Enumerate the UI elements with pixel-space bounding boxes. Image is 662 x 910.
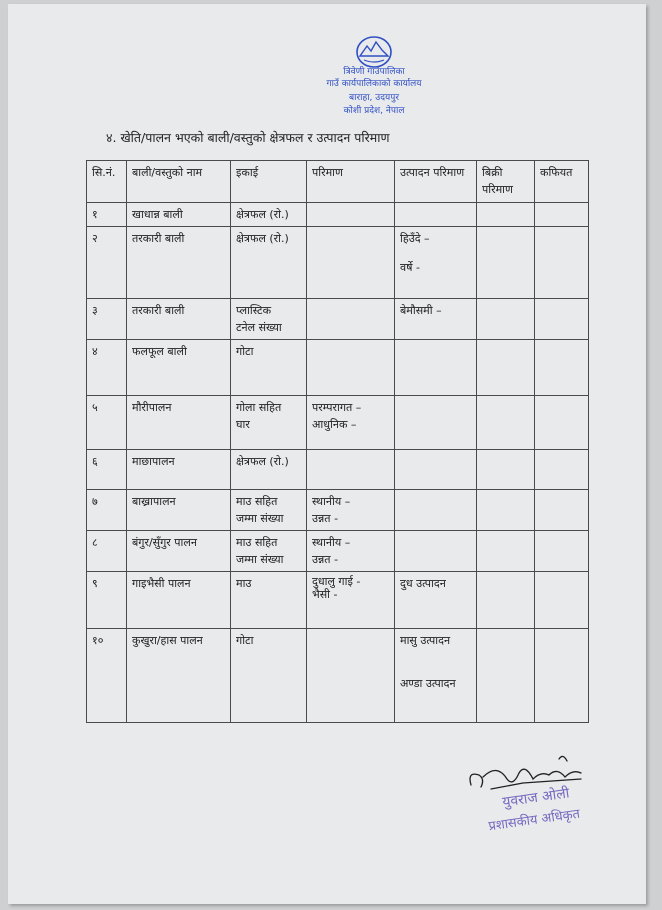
seal-emblem-icon <box>354 34 394 70</box>
cell-quantity <box>307 531 395 572</box>
quantity-line-2: उन्नत - <box>312 553 339 566</box>
quantity-line-2: आधुनिक – <box>312 418 357 431</box>
cell-quantity <box>307 572 395 629</box>
unit-line-1: माउ सहित <box>236 536 278 549</box>
cell-remarks <box>535 227 589 299</box>
cell-remarks <box>535 203 589 227</box>
cell-unit <box>231 396 307 450</box>
table-row <box>87 203 589 227</box>
cell-name: तरकारी बाली <box>127 227 231 299</box>
cell-remarks <box>535 572 589 629</box>
cell-serial: ६ <box>87 450 127 490</box>
cell-serial: ३ <box>87 299 127 340</box>
cell-quantity <box>307 203 395 227</box>
section-heading: ४. खेति/पालन भएको बाली/वस्तुको क्षेत्रफल र उत्पादन परिमाण <box>106 130 390 145</box>
production-line-2: वर्षे - <box>400 261 420 274</box>
cell-remarks <box>535 490 589 531</box>
table-row <box>87 629 589 723</box>
cell-sales <box>477 299 535 340</box>
cell-production <box>395 531 477 572</box>
cell-unit: माउ <box>231 572 307 629</box>
cell-quantity <box>307 629 395 723</box>
cell-sales <box>477 629 535 723</box>
quantity-line-1: परम्परागत – <box>312 401 362 414</box>
table-row <box>87 227 589 299</box>
cell-quantity <box>307 396 395 450</box>
seal-line-3: बाराहा, उदयपुर <box>348 93 400 103</box>
cell-production: बेमौसमी – <box>395 299 477 340</box>
production-line-1: मासु उत्पादन <box>400 634 451 647</box>
unit-line-2: जम्मा संख्या <box>236 553 284 566</box>
cell-quantity <box>307 450 395 490</box>
header-sales: बिक्री परिमाण <box>477 161 535 203</box>
cell-quantity <box>307 490 395 531</box>
table-row <box>87 396 589 450</box>
cell-name: मौरीपालन <box>127 396 231 450</box>
table-row <box>87 490 589 531</box>
header-remarks: कफियत <box>535 161 589 203</box>
cell-unit <box>231 531 307 572</box>
header-quantity: परिमाण <box>307 161 395 203</box>
signatory-title: प्रशासकीय अधिकृत <box>487 806 581 835</box>
cell-remarks <box>535 396 589 450</box>
quantity-line-1: स्थानीय – <box>312 495 351 508</box>
production-line-1: हिउँदे – <box>400 232 430 245</box>
table-row <box>87 572 589 629</box>
cell-production <box>395 396 477 450</box>
cell-unit: गोटा <box>231 340 307 396</box>
table-row <box>87 340 589 396</box>
cell-name: फलफूल बाली <box>127 340 231 396</box>
cell-unit: क्षेत्रफल (रो.) <box>231 227 307 299</box>
quantity-line-2: भैसी - <box>312 588 338 601</box>
cell-name: गाइभैसी पालन <box>127 572 231 629</box>
cell-name: बंगुर/सुँगुर पालन <box>127 531 231 572</box>
cell-sales <box>477 450 535 490</box>
production-table <box>86 160 589 723</box>
cell-name: तरकारी बाली <box>127 299 231 340</box>
cell-quantity <box>307 299 395 340</box>
cell-unit: क्षेत्रफल (रो.) <box>231 450 307 490</box>
signatory-name: युवराज ओली <box>501 785 571 811</box>
table-row <box>87 299 589 340</box>
cell-name: माछापालन <box>127 450 231 490</box>
cell-serial: २ <box>87 227 127 299</box>
cell-sales <box>477 227 535 299</box>
document-page <box>8 4 646 904</box>
quantity-line-1: दुधालु गाई - <box>312 575 361 588</box>
cell-production <box>395 629 477 723</box>
cell-production <box>395 227 477 299</box>
cell-serial: ४ <box>87 340 127 396</box>
cell-sales <box>477 396 535 450</box>
seal-line-4: कोशी प्रदेश, नेपाल <box>343 106 405 116</box>
cell-production <box>395 203 477 227</box>
cell-sales <box>477 531 535 572</box>
header-name: बाली/वस्तुको नाम <box>127 161 231 203</box>
unit-line-2: टनेल संख्या <box>236 321 282 334</box>
header-production: उत्पादन परिमाण <box>395 161 477 203</box>
office-seal <box>324 34 424 126</box>
cell-name: कुखुरा/हास पालन <box>127 629 231 723</box>
cell-unit: गोटा <box>231 629 307 723</box>
cell-serial: १ <box>87 203 127 227</box>
table-header-row <box>87 161 589 203</box>
cell-remarks <box>535 299 589 340</box>
cell-production <box>395 490 477 531</box>
cell-serial: १० <box>87 629 127 723</box>
unit-line-2: घार <box>236 418 250 431</box>
cell-remarks <box>535 629 589 723</box>
cell-production <box>395 340 477 396</box>
cell-sales <box>477 572 535 629</box>
quantity-line-2: उन्नत - <box>312 512 339 525</box>
seal-line-2: गाउँ कार्यपालिकाको कार्यालय <box>326 79 422 89</box>
header-unit: इकाई <box>231 161 307 203</box>
table-row <box>87 531 589 572</box>
cell-quantity <box>307 227 395 299</box>
cell-serial: ८ <box>87 531 127 572</box>
cell-remarks <box>535 340 589 396</box>
cell-production: दुध उत्पादन <box>395 572 477 629</box>
quantity-line-1: स्थानीय – <box>312 536 351 549</box>
cell-sales <box>477 203 535 227</box>
cell-remarks <box>535 450 589 490</box>
cell-serial: ५ <box>87 396 127 450</box>
cell-production <box>395 450 477 490</box>
cell-unit <box>231 490 307 531</box>
cell-remarks <box>535 531 589 572</box>
production-line-2: अण्डा उत्पादन <box>400 677 456 690</box>
cell-sales <box>477 340 535 396</box>
cell-serial: ७ <box>87 490 127 531</box>
table-row <box>87 450 589 490</box>
header-serial: सि.नं. <box>87 161 127 203</box>
cell-sales <box>477 490 535 531</box>
cell-serial: ९ <box>87 572 127 629</box>
cell-name: बाख्रापालन <box>127 490 231 531</box>
unit-line-1: माउ सहित <box>236 495 278 508</box>
unit-line-1: गोला सहित <box>236 401 282 414</box>
unit-line-1: प्लास्टिक <box>236 304 272 317</box>
cell-quantity <box>307 340 395 396</box>
cell-name: खाधान्न बाली <box>127 203 231 227</box>
unit-line-2: जम्मा संख्या <box>236 512 284 525</box>
cell-unit: क्षेत्रफल (रो.) <box>231 203 307 227</box>
seal-line-1: त्रिवेणी गाउँपालिका <box>343 67 405 77</box>
cell-unit <box>231 299 307 340</box>
